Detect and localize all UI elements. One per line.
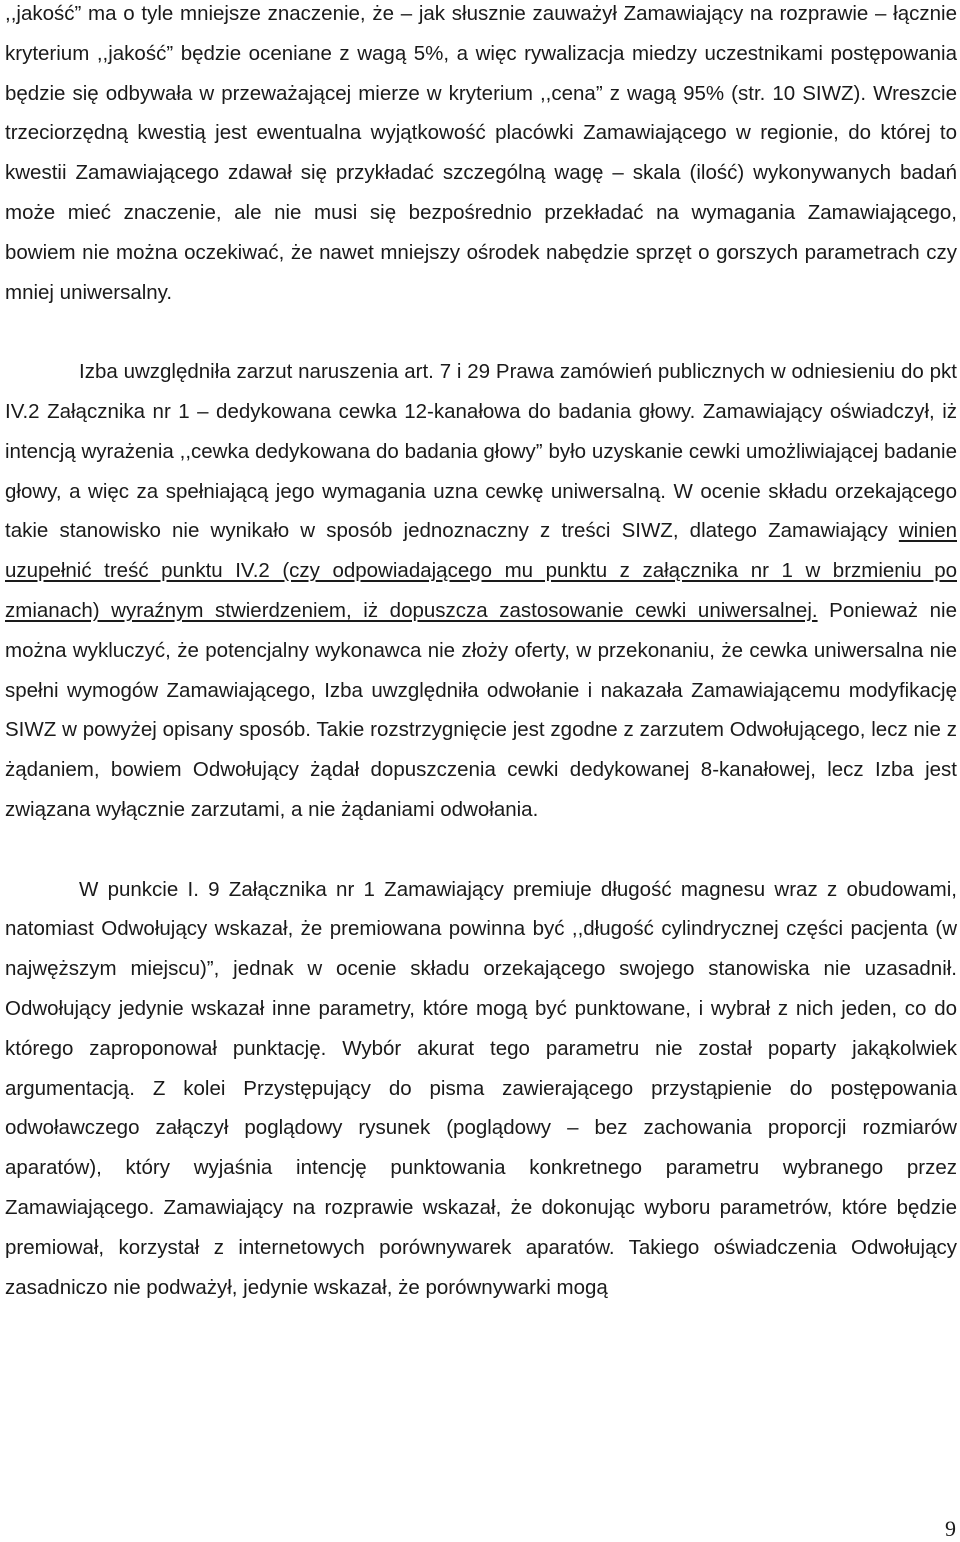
paragraph-magnet-length: W punkcie I. 9 Załącznika nr 1 Zamawiający premiuje długość magnesu wraz z obudowami, natomiast Odwołujący wskazał, że premiowana powinna być ,,długość cylindrycznej części pacjenta (w najwęższym miejscu)”, jednak w ocenie składu orzekającego swojego stanowiska nie uzasadnił. Odwołujący jedynie wskazał inne parametry, które mogą być punktowane, i wybrał z nich jeden, co do którego zaproponował punktację. Wybór akurat tego parametru nie został poparty jakąkolwiek argumentacją. Z kolei Przystępujący do pisma zawierającego przystąpienie do postępowania odwoławczego załączył poglądowy rysunek (poglądowy – bez zachowania proporcji rozmiarów aparatów), który wyjaśnia intencję punktowania konkretnego parametru wybranego przez Zamawiającego. Zamawiający na rozprawie wskazał, że dokonując wyboru parametrów, które będzie premiował, korzystał z internetowych porównywarek aparatów. Takiego oświadczenia Odwołujący zasadniczo nie podważył, jedynie wskazał, że porównywarki mogą (5, 877, 957, 1299)
paragraph-quality-criterion: ,,jakość” ma o tyle mniejsze znaczenie, że – jak słusznie zauważył Zamawiający na rozprawie – łącznie kryterium ,,jakość” będzie oceniane z wagą 5%, a więc rywalizacja miedzy uczestnikami postępowania będzie się odbywała w przeważającej mierze w kryterium ,,cena” z wagą 95% (str. 10 SIWZ). Wreszcie trzeciorzędną kwestią jest ewentualna wyjątkowość placówki Zamawiającego w regionie, do której to kwestii Zamawiającego zdawał się przykładać szczególną wagę – skala (ilość) wykonywanych badań może mieć znaczenie, ale nie musi się bezpośrednio przekładać na wymagania Zamawiającego, bowiem nie można oczekiwać, że nawet mniejszy ośrodek nabędzie sprzęt o gorszych parametrach czy mniej uniwersalny. (5, 2, 957, 304)
paragraph-text: Izba uwzględniła zarzut naruszenia art. 7 i 29 Prawa zamówień publicznych w odniesieniu do pkt IV.2 Załącznika nr 1 – dedykowana cewka 12-kanałowa do badania głowy. Zamawiający oświadczył, iż intencją wyrażenia ,,cewka dedykowana do badania głowy” było uzyskanie cewki umożliwiającej badanie głowy, a więc za spełniającą jego wymagania uzna cewkę uniwersalną. W ocenie składu orzekającego takie stanowisko nie wynikało w sposób jednoznaczny z treści SIWZ, dlatego Zamawiający (5, 360, 957, 543)
page-number: 9 (945, 1516, 956, 1541)
paragraph-dedicated-coil (5, 352, 957, 830)
underlined-ruling-text: winien uzupełnić treść punktu IV.2 (czy odpowiadającego mu punktu z załącznika nr 1 w brzmieniu po zmianach) wyraźnym stwierdzeniem, iż dopuszcza zastosowanie cewki uniwersalnej. (5, 519, 957, 622)
paragraph-text: Ponieważ nie można wykluczyć, że potencjalny wykonawca nie złoży oferty, w przekonaniu, że cewka uniwersalna nie spełni wymogów Zamawiającego, Izba uwzględniła odwołanie i nakazała Zamawiającemu modyfikację SIWZ w powyżej opisany sposób. Takie rozstrzygnięcie jest zgodne z zarzutem Odwołującego, lecz nie z żądaniem, bowiem Odwołujący żądał dopuszczenia cewki dedykowanej 8-kanałowej, lecz Izba jest związana wyłącznie zarzutami, a nie żądaniami odwołania. (5, 598, 957, 821)
document-page (5, 0, 957, 1307)
